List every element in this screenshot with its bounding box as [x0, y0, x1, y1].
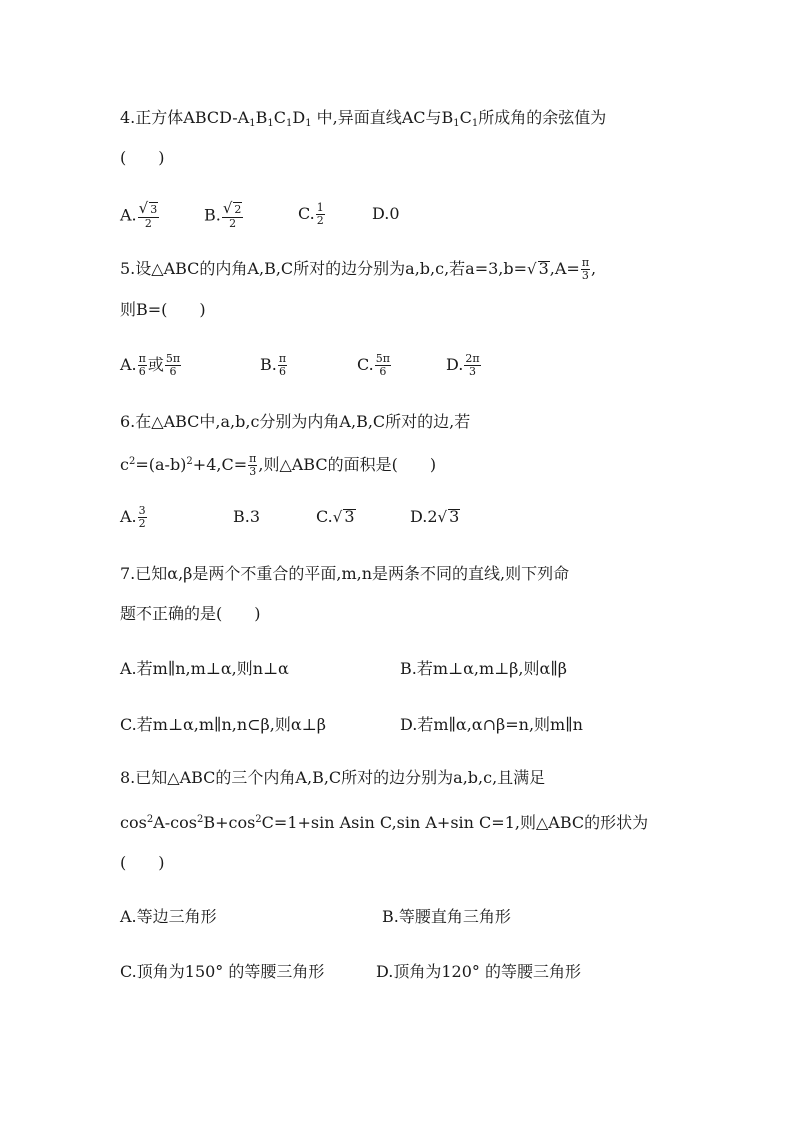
q8-option-a: A.等边三角形: [120, 907, 217, 926]
q5-stem: 5.设△ABC的内角A,B,C所对的边分别为a,b,c,若a=3,b=√ 3,A= $\frac{\pi}{3}$ ,: [120, 256, 597, 282]
q6-option-b: B.3: [233, 507, 261, 526]
q7-option-c: C.若m⊥α,m∥n,n⊂β,则α⊥β: [120, 715, 326, 734]
q8-stem-line2: $\cos^2A-\cos^2B+\cos^2C=1+\sin$ Asin C,sin A+sin C=1,则△ABC的形状为: [120, 813, 649, 832]
q6-option-a: A. $\frac{3}{2}$: [120, 504, 146, 530]
q7-stem: 7.已知α,β是两个不重合的平面,m,n是两条不同的直线,则下列命: [120, 564, 570, 583]
q7-option-a: A.若m∥n,m⊥α,则n⊥α: [120, 659, 289, 678]
q6-stem-line2: $c^2=(a-b)^2+4,C=$ $\frac{\pi}{3}$ ,则△ABC的面积是( ): [120, 452, 437, 478]
q8-option-c: C.顶角为150° 的等腰三角形: [120, 962, 325, 981]
q4-option-c: C. $\frac{1}{2}$: [298, 201, 324, 227]
q7-option-d: D.若m∥α,α∩β=n,则m∥n: [400, 715, 583, 734]
q5-stem-line2: 则B=( ): [120, 300, 206, 319]
q6-stem: 6.在△ABC中,a,b,c分别为内角A,B,C所对的边,若: [120, 412, 471, 431]
q4-stem: 4.正方体ABCD-$A_1B_1C_1D_1$ 中,异面直线AC与$B_1C_1$所成角的余弦值为: [120, 108, 607, 129]
q6-option-c: C.√ 3: [316, 507, 355, 526]
q5-option-a: A. $\frac{\pi}{6}$ 或 $\frac{5\pi}{6}$: [120, 352, 181, 378]
q4-option-d: D.0: [372, 204, 400, 223]
q5-option-d: D. $\frac{2\pi}{3}$: [446, 352, 480, 378]
q4-option-a: A. $\frac{√ 3}{2}$: [120, 199, 158, 230]
q5-option-c: C. $\frac{5\pi}{6}$: [357, 352, 390, 378]
q8-option-b: B.等腰直角三角形: [382, 907, 511, 926]
q7-stem-line2: 题不正确的是( ): [120, 604, 261, 623]
q8-stem: 8.已知△ABC的三个内角A,B,C所对的边分别为a,b,c,且满足: [120, 768, 546, 787]
q4-answer-paren: ( ): [120, 148, 165, 167]
q8-option-d: D.顶角为120° 的等腰三角形: [376, 962, 581, 981]
q8-answer-paren: ( ): [120, 853, 165, 872]
q5-option-b: B. $\frac{\pi}{6}$: [260, 352, 287, 378]
q7-option-b: B.若m⊥α,m⊥β,则α∥β: [400, 659, 567, 678]
q4-option-b: B. $\frac{√ 2}{2}$: [204, 199, 242, 230]
q6-option-d: D.2√ 3: [410, 507, 460, 526]
